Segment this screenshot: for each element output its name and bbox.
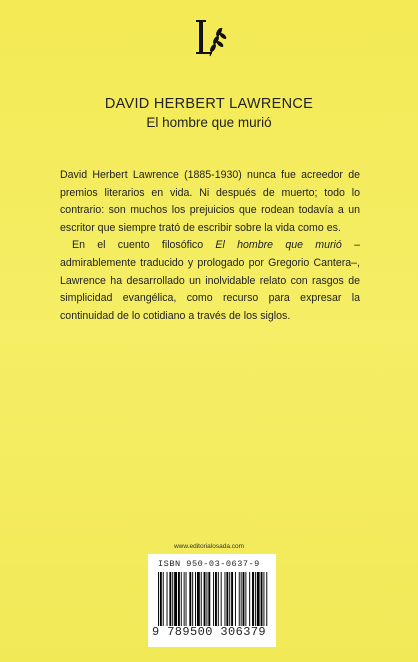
synopsis-paragraph-2 xyxy=(60,237,360,325)
barcode-bar xyxy=(158,572,159,626)
barcode-bar xyxy=(213,572,214,626)
barcode-bar xyxy=(174,572,177,626)
barcode-bar xyxy=(167,572,168,626)
barcode-bar xyxy=(195,572,196,626)
barcode-bar xyxy=(201,572,202,626)
barcode-bar xyxy=(229,572,230,626)
barcode-bar xyxy=(266,572,267,626)
barcode-bar xyxy=(206,572,207,626)
italic-book-title: El hombre que murió xyxy=(215,239,342,252)
barcode-bar xyxy=(160,572,162,626)
barcode-bar xyxy=(169,572,171,626)
barcode-bar xyxy=(245,572,246,626)
barcode-bar xyxy=(181,572,182,626)
barcode-bar xyxy=(257,572,260,626)
barcode-bar xyxy=(263,572,264,626)
barcode-bar xyxy=(243,572,245,626)
barcode-bar xyxy=(221,572,222,626)
barcode-bar xyxy=(192,572,193,626)
barcode-bar xyxy=(235,572,236,626)
barcode-bar xyxy=(172,572,173,626)
barcode-bar xyxy=(184,572,185,626)
barcode-bar xyxy=(163,572,164,626)
publisher-website: www.editorialosada.com xyxy=(173,543,245,550)
publisher-logo-icon xyxy=(188,14,230,62)
barcode-bar xyxy=(255,572,256,626)
barcode-bar xyxy=(249,572,250,626)
barcode-bar xyxy=(261,572,263,626)
barcode-bar xyxy=(208,572,210,626)
barcode-bar xyxy=(241,572,242,626)
synopsis xyxy=(60,167,360,325)
isbn-label: ISBN 950-03-0637-9 xyxy=(158,559,260,569)
barcode-bar xyxy=(239,572,240,626)
barcode-bar xyxy=(189,572,191,626)
synopsis-paragraph-1: David Herbert Lawrence (1885-1930) nunca fue acreedor de premios literarios en vida. Ni después de muerto; todo lo contrario: son muchos los prejuicios que rodean todavía a un escritor que siempre trató de escribir sobre la vida como es. xyxy=(60,169,360,234)
barcode-digits: 9 789500 306379 xyxy=(152,625,267,639)
book-title: El hombre que murió xyxy=(146,115,272,130)
barcode-bar xyxy=(231,572,233,626)
barcode-bar xyxy=(215,572,217,626)
paragraph-2-intro: En el cuento filosófico xyxy=(72,239,216,252)
barcode-bar xyxy=(218,572,219,626)
barcode-bar xyxy=(225,572,226,626)
barcode-bar xyxy=(197,572,200,626)
barcode-icon xyxy=(158,572,268,626)
author-name: DAVID HERBERT LAWRENCE xyxy=(104,96,314,112)
barcode-bar xyxy=(186,572,187,626)
barcode-bar xyxy=(252,572,254,626)
barcode-bar xyxy=(226,572,228,626)
barcode-bar xyxy=(178,572,180,626)
paragraph-2-rest: –admirablemente traducido y prologado por Gregorio Cantera–, Lawrence ha desarrollado un inolvidable relato con rasgos de simplicidad evangélica, como recurso para expresar la continuidad de lo cotidiano a través de los siglos. xyxy=(60,239,360,322)
barcode-bar xyxy=(204,572,206,626)
barcode-panel xyxy=(148,554,276,647)
